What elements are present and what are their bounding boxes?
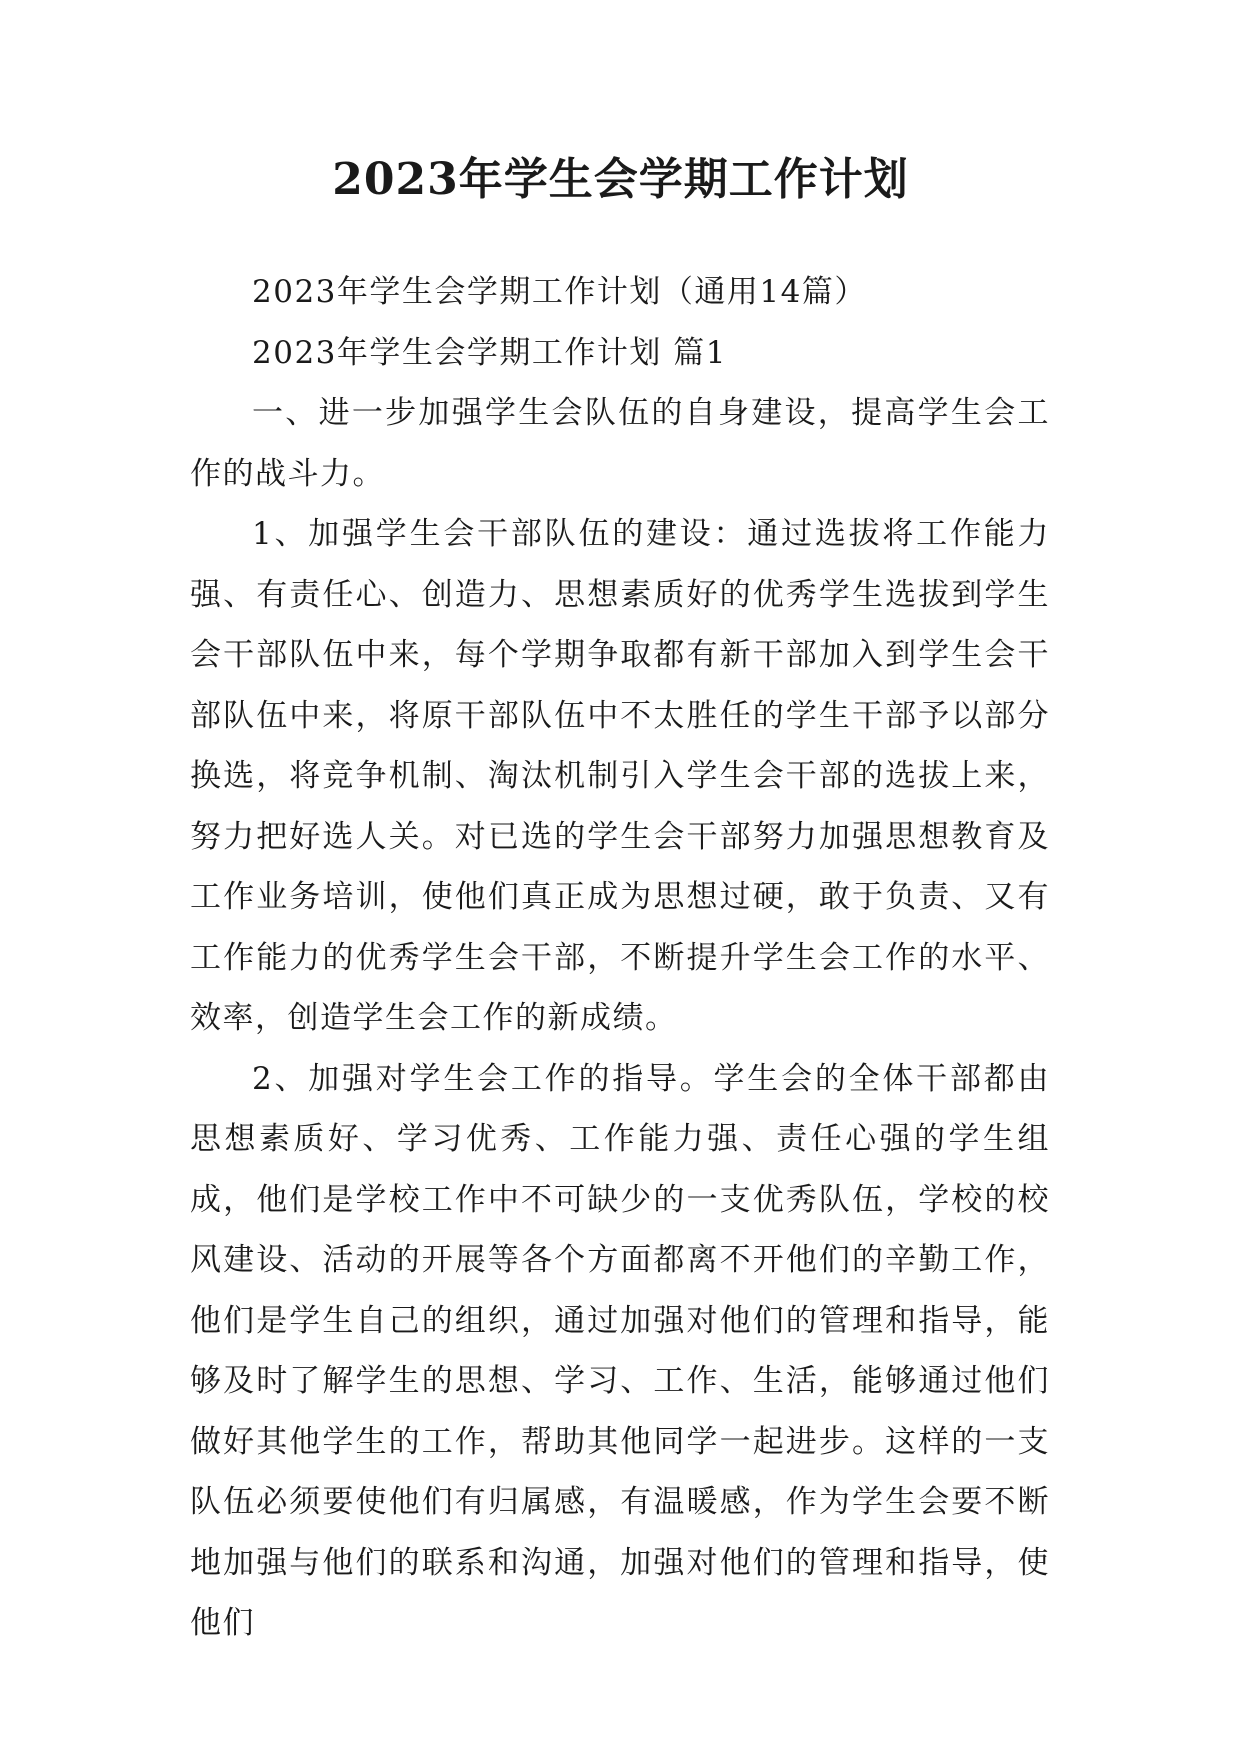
document-title: 2023年学生会学期工作计划 (332, 154, 909, 205)
paragraph-part-heading: 2023年学生会学期工作计划 篇1 (252, 334, 727, 371)
document-body (190, 262, 1050, 1654)
paragraph-item-1: 1、加强学生会干部队伍的建设：通过选拔将工作能力强、有责任心、创造力、思想素质好的优秀学生选拔到学生会干部队伍中来，每个学期争取都有新干部加入到学生会干部队伍中来，将原干部队伍中不太胜任的学生干部予以部分换选，将竞争机制、淘汰机制引入学生会干部的选拔上来，努力把好选人关。对已选的学生会干部努力加强思想教育及工作业务培训，使他们真正成为思想过硬，敢于负责、又有工作能力的优秀学生会干部，不断提升学生会工作的水平、效率，创造学生会工作的新成绩。 (190, 516, 1050, 1036)
paragraph-section-one: 一、进一步加强学生会队伍的自身建设，提高学生会工作的战斗力。 (190, 395, 1050, 492)
paragraph-subtitle: 2023年学生会学期工作计划（通用14篇） (252, 274, 867, 310)
paragraph-item-2: 2、加强对学生会工作的指导。学生会的全体干部都由思想素质好、学习优秀、工作能力强、责任心强的学生组成，他们是学校工作中不可缺少的一支优秀队伍，学校的校风建设、活动的开展等各个方面都离不开他们的辛勤工作，他们是学生自己的组织，通过加强对他们的管理和指导，能够及时了解学生的思想、学习、工作、生活，能够通过他们做好其他学生的工作，帮助其他同学一起进步。这样的一支队伍必须要使他们有归属感，有温暖感，作为学生会要不断地加强与他们的联系和沟通，加强对他们的管理和指导，使他们 (190, 1060, 1050, 1641)
